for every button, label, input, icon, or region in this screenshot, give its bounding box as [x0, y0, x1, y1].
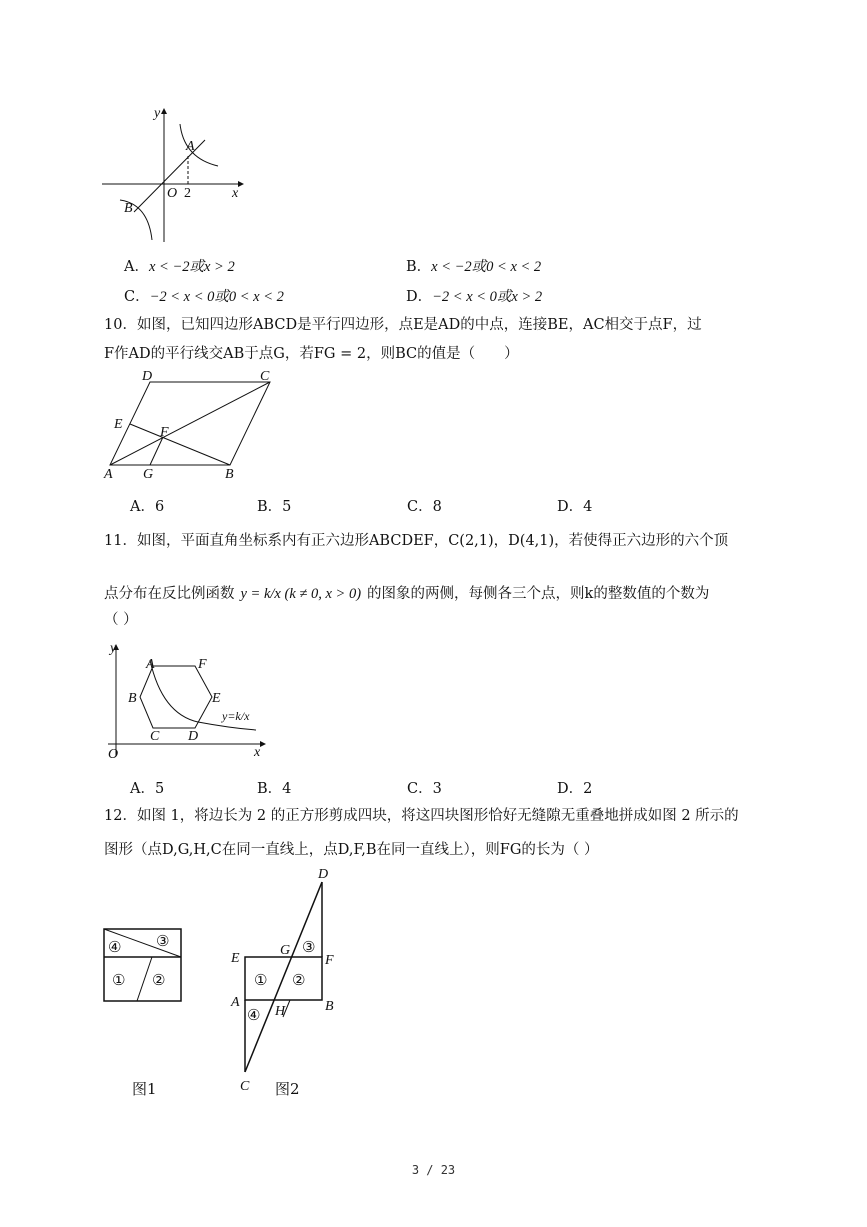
- q11-line3: （ ）: [104, 612, 138, 628]
- q9-option-a-text: x < −2或x > 2: [148, 259, 235, 275]
- q11-line1: 11．如图，平面直角坐标系内有正六边形ABCDEF，C(2,1)，D(4,1)，若使得正六边形的六个顶: [104, 533, 729, 549]
- q9-origin-label: O: [167, 186, 178, 201]
- q12-fig1-piece3: ③: [156, 932, 170, 950]
- q11-label-A: A: [146, 657, 155, 672]
- q10-label-G: G: [143, 467, 154, 482]
- q12-fig2-caption: 图2: [275, 1080, 300, 1098]
- q9-option-d-text: −2 < x < 0或x > 2: [432, 289, 543, 305]
- q11-line2: [104, 583, 709, 605]
- q9-x-label: x: [232, 186, 239, 201]
- q12-fig2-piece1: ①: [254, 971, 268, 989]
- q11-hexagon: [140, 666, 212, 728]
- q10-option-c: C．8: [407, 499, 442, 515]
- q10-option-a: A．6: [130, 499, 165, 515]
- q12-fig1-caption: 图1: [132, 1080, 157, 1098]
- q11-option-b: B．4: [257, 781, 292, 797]
- q12-fig2-piece2: ②: [292, 971, 306, 989]
- q10-label-B: B: [225, 467, 234, 482]
- q12-figure2: [228, 862, 348, 1092]
- q12-fig2-label-G: G: [280, 943, 291, 958]
- q11-label-B: B: [128, 691, 137, 706]
- q12-fig2-label-E: E: [231, 951, 240, 966]
- q11-label-C: C: [150, 729, 160, 744]
- q11-line2-post: 的图象的两侧，每侧各三个点，则k的整数值的个数为: [367, 586, 710, 602]
- q10-line-be: [130, 424, 230, 465]
- q11-line2-pre: 点分布在反比例函数: [104, 586, 235, 602]
- q9-y-arrow: [161, 108, 167, 114]
- q9-option-c-text: −2 < x < 0或0 < x < 2: [149, 289, 284, 305]
- q11-option-a: A．5: [130, 781, 165, 797]
- q12-fig2-label-C: C: [240, 1079, 250, 1094]
- q9-option-a: A．x < −2或x > 2: [124, 259, 235, 275]
- q11-label-func: y=k/x: [222, 709, 250, 723]
- q12-fig1-slant: [137, 957, 152, 1001]
- q11-x-arrow: [260, 741, 266, 747]
- q11-label-x: x: [254, 745, 261, 760]
- q12-fig2-label-F: F: [325, 953, 334, 968]
- q10-option-b: B．5: [257, 499, 292, 515]
- q11-label-E: E: [212, 691, 221, 706]
- q9-tick-label: 2: [184, 186, 191, 201]
- q9-x-arrow: [238, 181, 244, 187]
- q9-option-b-text: x < −2或0 < x < 2: [431, 259, 542, 275]
- q12-fig2-label-H: H: [275, 1004, 286, 1019]
- q10-label-A: A: [104, 467, 113, 482]
- q12-fig2-label-D: D: [318, 867, 329, 882]
- q10-label-F: F: [160, 425, 169, 440]
- q9-y-label: y: [154, 106, 161, 121]
- q10-figure: [100, 370, 280, 485]
- q11-function: y = k/x (k ≠ 0, x > 0): [240, 586, 362, 602]
- q12-fig2-piece4: ④: [247, 1006, 261, 1024]
- q10-label-C: C: [260, 369, 270, 384]
- q9-option-b: B．x < −2或0 < x < 2: [406, 259, 542, 275]
- q9-A-label: A: [186, 139, 195, 154]
- q11-label-y: y: [110, 641, 117, 656]
- q9-option-c: C．−2 < x < 0或0 < x < 2: [124, 289, 284, 305]
- q10-label-E: E: [114, 417, 123, 432]
- q12-fig1-piece2: ②: [152, 971, 166, 989]
- q10-label-D: D: [142, 369, 153, 384]
- q9-graph: [100, 100, 250, 245]
- q12-fig1-piece1: ①: [112, 971, 126, 989]
- page-number: 3 / 23: [411, 1163, 456, 1177]
- q10-option-d: D．4: [557, 499, 593, 515]
- q11-label-D: D: [188, 729, 199, 744]
- q11-label-O: O: [108, 747, 119, 762]
- q12-line1: 12．如图 1，将边长为 2 的正方形剪成四块，将这四块图形恰好无缝隙无重叠地拼成如图 2 所示的: [104, 808, 739, 824]
- q9-B-label: B: [124, 201, 133, 216]
- q12-fig2-label-A: A: [231, 995, 240, 1010]
- q11-option-c: C．3: [407, 781, 442, 797]
- q12-fig2-piece3: ③: [302, 938, 316, 956]
- q11-figure: [100, 636, 270, 766]
- q10-diagonal-ac: [110, 382, 270, 465]
- q12-fig2-label-B: B: [325, 999, 334, 1014]
- q12-figure1: [100, 925, 190, 1005]
- q10-line1: 10．如图，已知四边形ABCD是平行四边形，点E是AD的中点，连接BE，AC相交于点F，过: [104, 317, 702, 333]
- q9-option-d: D．−2 < x < 0或x > 2: [406, 289, 543, 305]
- q11-label-F: F: [198, 657, 207, 672]
- q10-line2: F作AD的平行线交AB于点G，若FG = 2，则BC的值是（ ）: [104, 346, 519, 362]
- q12-line2: 图形（点D,G,H,C在同一直线上，点D,F,B在同一直线上），则FG的长为（ ）: [104, 842, 599, 858]
- q12-fig1-piece4: ④: [108, 938, 122, 956]
- q11-option-d: D．2: [557, 781, 593, 797]
